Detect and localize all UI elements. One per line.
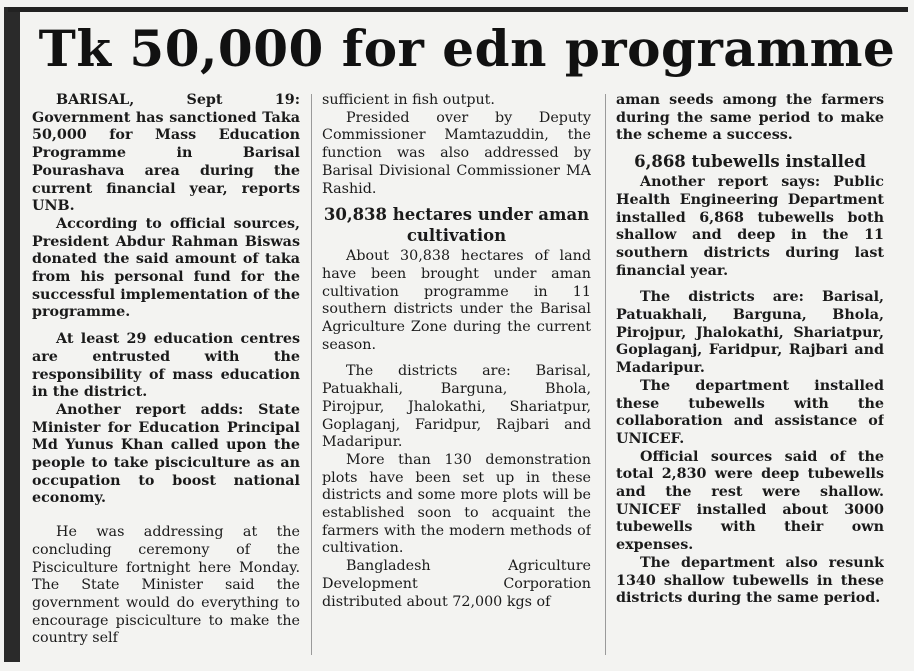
paragraph: At least 29 education centres are entrusted with the responsibility of mass education in the district. bbox=[32, 331, 300, 401]
paragraph: Another report adds: State Minister for Education Principal Md Yunus Khan called upon the people to take pisciculture as an occupation to boost national economy. bbox=[32, 401, 300, 507]
column-separator bbox=[605, 94, 606, 655]
paragraph: More than 130 demonstration plots have been set up in these districts and some more plots will be established soon to acquaint the farmers with the modern methods of cultivation. bbox=[322, 451, 591, 557]
paragraph: According to official sources, President Abdur Rahman Biswas donated the said amount of taka from his personal fund for the successful implementation of the programme. bbox=[32, 215, 300, 321]
paragraph: The department installed these tubewells with the collaboration and assistance of UNICEF. bbox=[616, 377, 884, 447]
paragraph: The districts are: Barisal, Patuakhali, Barguna, Bhola, Pirojpur, Jhalokathi, Shariatpur, Goplaganj, Faridpur, Rajbari and Madaripur. bbox=[322, 363, 591, 451]
paragraph: Another report says: Public Health Engineering Department installed 6,868 tubewells both shallow and deep in the 11 southern districts during last financial year. bbox=[616, 174, 884, 279]
subheading: 30,838 hectares under aman cultivation bbox=[323, 205, 590, 246]
paragraph: The department also resunk 1340 shallow tubewells in these districts during the same period. bbox=[616, 554, 884, 607]
subheading: 6,868 tubewells installed bbox=[634, 152, 866, 172]
paragraph: The districts are: Barisal, Patuakhali, Barguna, Bhola, Pirojpur, Jhalokathi, Shariatpur, Goplaganj, Faridpur, Rajbari and Madaripur. bbox=[616, 289, 884, 377]
article-column-2 bbox=[322, 92, 591, 663]
top-rule bbox=[8, 7, 908, 12]
paragraph: He was addressing at the concluding ceremony of the Pisciculture fortnight here Monday. The State Minister said the government would do everything to encourage pisciculture to make the country self bbox=[32, 524, 300, 647]
paragraph: aman seeds among the farmers during the same period to make the scheme a success. bbox=[616, 92, 884, 144]
paragraph: Bangladesh Agriculture Development Corporation distributed about 72,000 kgs of bbox=[322, 558, 591, 610]
paragraph: About 30,838 hectares of land have been brought under aman cultivation programme in 11 southern districts under the Barisal Agriculture Zone during the current season. bbox=[322, 248, 591, 353]
left-border-bar bbox=[4, 7, 20, 662]
article-column-3 bbox=[616, 92, 884, 663]
article-column-1 bbox=[32, 92, 300, 663]
column-separator bbox=[311, 94, 312, 655]
headline: Tk 50,000 for edn programme bbox=[38, 19, 896, 78]
paragraph: Official sources said of the total 2,830 were deep tubewells and the rest were shallow. UNICEF installed about 3000 tubewells with their own expenses. bbox=[616, 448, 884, 554]
paragraph: sufficient in fish output. bbox=[322, 92, 495, 108]
paragraph: Presided over by Deputy Commissioner Mamtazuddin, the function was also addressed by Barisal Divisional Commissioner MA Rashid. bbox=[322, 109, 591, 197]
paragraph: BARISAL, Sept 19: Government has sanctioned Taka 50,000 for Mass Education Programme in Barisal Pourashava area during the current financial year, reports UNB. bbox=[32, 92, 300, 215]
